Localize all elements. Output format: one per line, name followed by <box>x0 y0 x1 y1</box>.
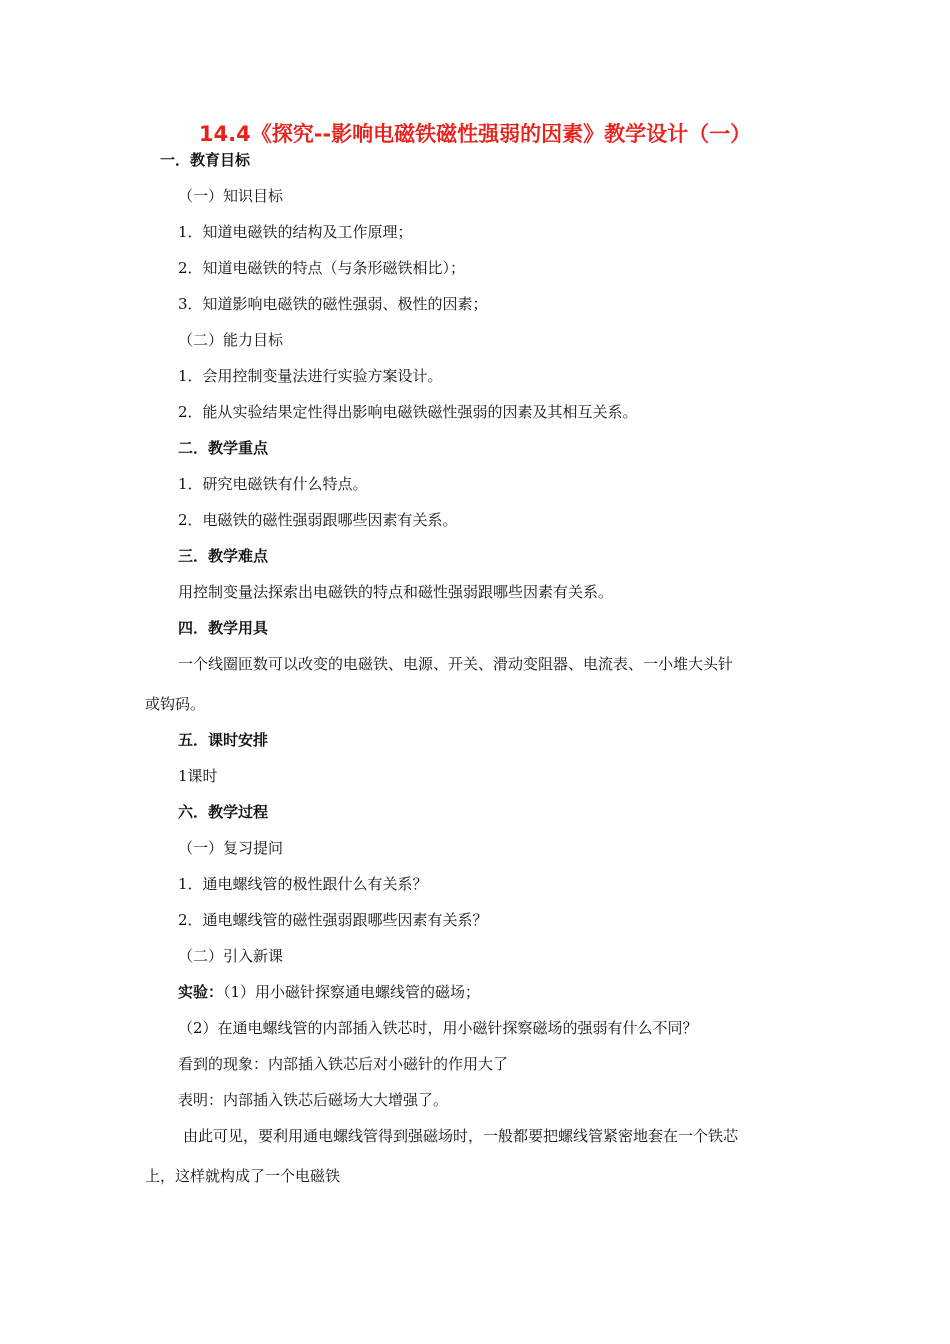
paragraph-line: 上，这样就构成了一个电磁铁 <box>145 1167 341 1185</box>
list-item: 3．知道影响电磁铁的磁性强弱、极性的因素； <box>178 295 488 313</box>
list-item: 1．通电螺线管的极性跟什么有关系？ <box>178 875 428 893</box>
conclusion: 表明：内部插入铁芯后磁场大大增强了。 <box>178 1091 449 1109</box>
list-item: 1．研究电磁铁有什么特点。 <box>178 475 368 493</box>
paragraph-line: 一个线圈匝数可以改变的电磁铁、电源、开关、滑动变阻器、电流表、一小堆大头针 <box>178 655 734 673</box>
paragraph: 1课时 <box>178 767 218 785</box>
experiment-step: （1）用小磁针探察通电螺线管的磁场； <box>223 983 481 1001</box>
experiment-line <box>178 980 480 1004</box>
observation: 看到的现象：内部插入铁芯后对小磁针的作用大了 <box>178 1055 509 1073</box>
heading-teaching-tools: 四．教学用具 <box>178 619 269 637</box>
subheading-ability-goals: （二）能力目标 <box>178 331 284 349</box>
heading-schedule: 五．课时安排 <box>178 731 269 749</box>
paragraph: 用控制变量法探索出电磁铁的特点和磁性强弱跟哪些因素有关系。 <box>178 583 614 601</box>
experiment-step: （2）在通电螺线管的内部插入铁芯时，用小磁针探察磁场的强弱有什么不同？ <box>178 1019 698 1037</box>
paragraph-line: 或钩码。 <box>145 695 206 713</box>
heading-teaching-focus: 二．教学重点 <box>178 439 269 457</box>
heading-teaching-difficulty: 三．教学难点 <box>178 547 269 565</box>
list-item: 2．知道电磁铁的特点（与条形磁铁相比）； <box>178 259 466 277</box>
list-item: 2．能从实验结果定性得出影响电磁铁磁性强弱的因素及其相互关系。 <box>178 403 638 421</box>
paragraph-line: 由此可见，要利用通电螺线管得到强磁场时，一般都要把螺线管紧密地套在一个铁芯 <box>183 1127 739 1145</box>
subheading-knowledge-goals: （一）知识目标 <box>178 187 284 205</box>
heading-education-goals: 一．教育目标 <box>160 151 251 169</box>
subheading-review-questions: （一）复习提问 <box>178 839 284 857</box>
experiment-label: 实验： <box>178 983 224 1001</box>
list-item: 2．电磁铁的磁性强弱跟哪些因素有关系。 <box>178 511 458 529</box>
list-item: 1．知道电磁铁的结构及工作原理； <box>178 223 413 241</box>
subheading-introduce-lesson: （二）引入新课 <box>178 947 284 965</box>
list-item: 2．通电螺线管的磁性强弱跟哪些因素有关系？ <box>178 911 488 929</box>
heading-teaching-process: 六．教学过程 <box>178 803 269 821</box>
document-title: 14.4《探究--影响电磁铁磁性强弱的因素》教学设计（一） <box>198 122 752 146</box>
list-item: 1．会用控制变量法进行实验方案设计。 <box>178 367 443 385</box>
